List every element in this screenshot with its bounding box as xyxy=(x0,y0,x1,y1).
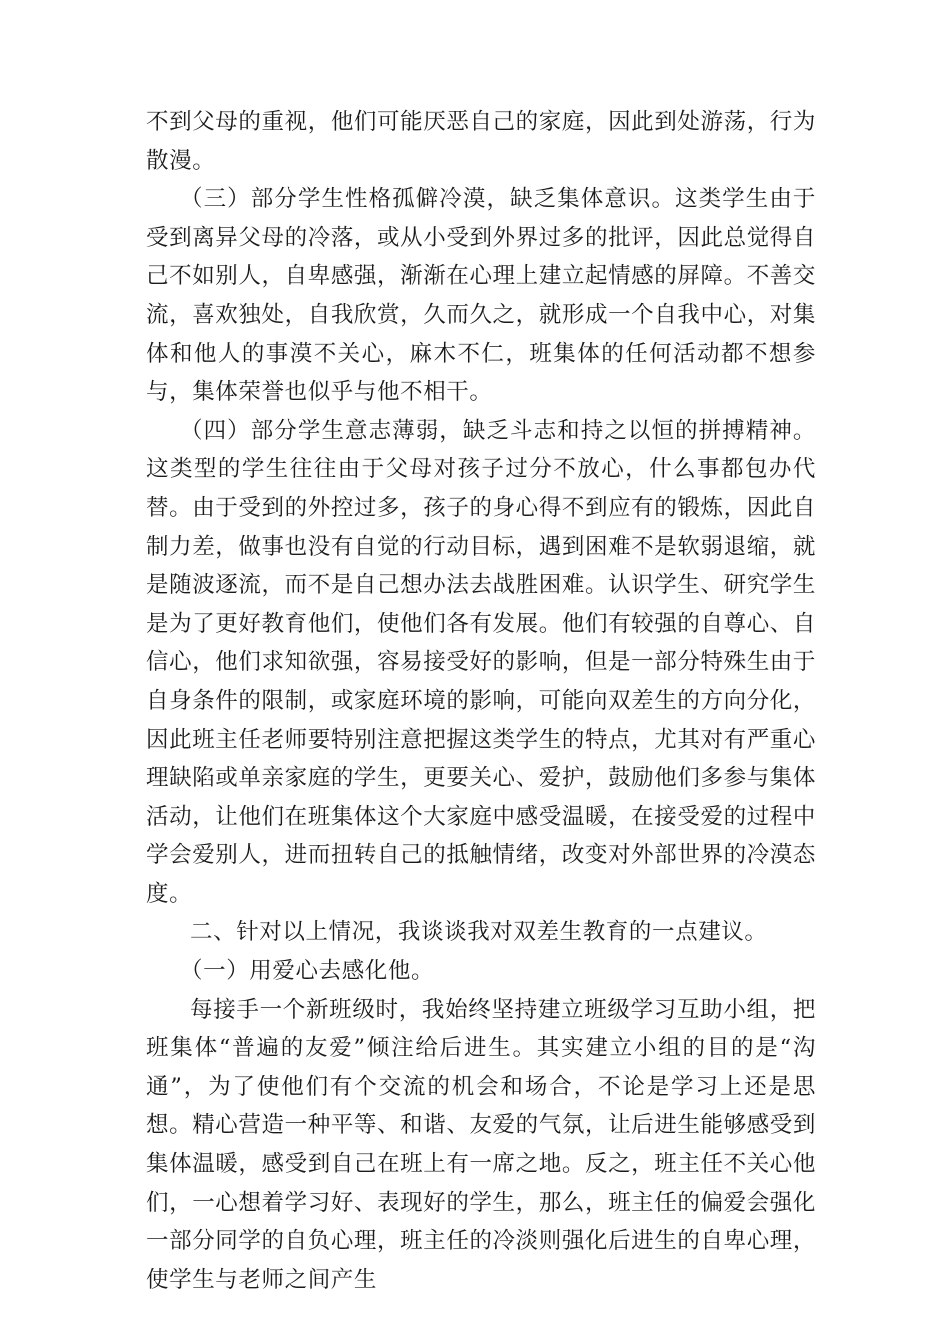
paragraph-continuation: 不到父母的重视，他们可能厌恶自己的家庭，因此到处游荡，行为散漫。 xyxy=(146,109,816,174)
paragraph-section-4: （四）部分学生意志薄弱，缺乏斗志和持之以恒的拼搏精神。这类型的学生往往由于父母对孩子过分不放心，什么事都包办代替。由于受到的外控过多，孩子的身心得不到应有的锻炼，因此自制力差，做事也没有自觉的行动目标，遇到困难不是软弱退缩，就是随波逐流，而不是自己想办法去战胜困难。认识学生、研究学生是为了更好教育他们，使他们各有发展。他们有较强的自尊心、自信心，他们求知欲强，容易接受好的影响，但是一部分特殊生由于自身条件的限制，或家庭环境的影响，可能向双差生的方向分化，因此班主任老师要特别注意把握这类学生的特点，尤其对有严重心理缺陷或单亲家庭的学生，更要关心、爱护，鼓励他们多参与集体活动，让他们在班集体这个大家庭中感受温暖，在接受爱的过程中学会爱别人，进而扭转自己的抵触情绪，改变对外部世界的冷漠态度。 xyxy=(146,417,816,907)
paragraph-section-3: （三）部分学生性格孤僻冷漠，缺乏集体意识。这类学生由于受到离异父母的冷落，或从小受到外界过多的批评，因此总觉得自己不如别人，自卑感强，渐渐在心理上建立起情感的屏障。不善交流，喜欢独处，自我欣赏，久而久之，就形成一个自我中心，对集体和他人的事漠不关心，麻木不仁，班集体的任何活动都不想参与，集体荣誉也似乎与他不相干。 xyxy=(146,186,816,406)
paragraph-subheading-1: （一）用爱心去感化他。 xyxy=(180,958,435,985)
paragraph-body: 每接手一个新班级时，我始终坚持建立班级学习互助小组，把班集体“普遍的友爱”倾注给后进生。其实建立小组的目的是“沟通”，为了使他们有个交流的机会和场合，不论是学习上还是思想。精心营造一种平等、和谐、友爱的气氛，让后进生能够感受到集体温暖，感受到自己在班上有一席之地。反之，班主任不关心他们，一心想着学习好、表现好的学生，那么，班主任的偏爱会强化一部分同学的自负心理，班主任的冷淡则强化后进生的自卑心理，使学生与老师之间产生 xyxy=(146,996,816,1293)
document-body xyxy=(146,103,816,1299)
paragraph-heading-2: 二、针对以上情况，我谈谈我对双差生教育的一点建议。 xyxy=(190,919,768,946)
